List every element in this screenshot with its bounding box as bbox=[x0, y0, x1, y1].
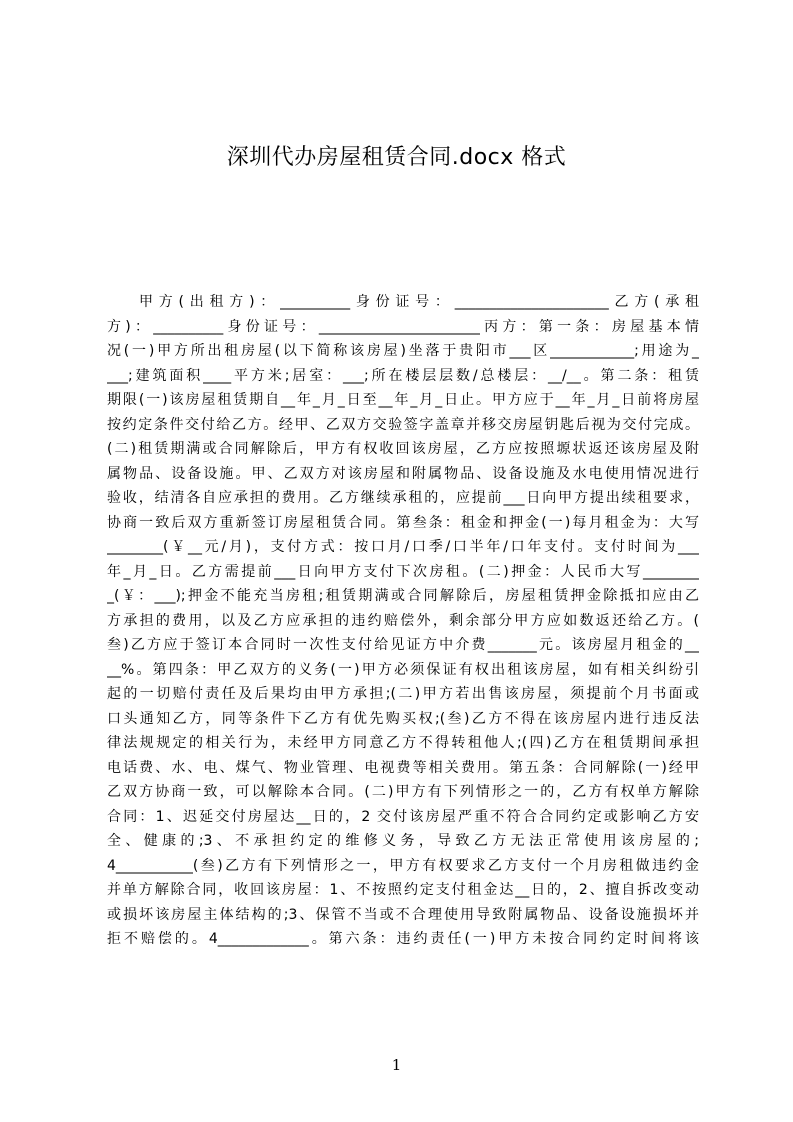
body-line: 口头通知乙方，同等条件下乙方有优先购买权;(叁)乙方不得在该房屋内进行违反法 bbox=[107, 710, 699, 727]
body-line: 方)：__________身份证号：_______________________丙方：第一条：房屋基本情 bbox=[107, 318, 699, 335]
body-line: 期限(一)该房屋租赁期自__年_月_日至__年_月_日止。甲方应于__年_月_日前将房屋 bbox=[107, 392, 699, 408]
body-line: 属物品、设备设施。甲、乙双方对该房屋和附属物品、设备设施及水电使用情况进行 bbox=[107, 465, 699, 482]
body-line: 电话费、水、电、煤气、物业管理、电视费等相关费用。第五条：合同解除(一)经甲 bbox=[107, 759, 699, 776]
page-number: 1 bbox=[391, 1056, 402, 1074]
body-line: 并单方解除合同，收回该房屋：1、不按照约定支付租金达__日的，2、擅自拆改变动 bbox=[107, 882, 699, 898]
body-line: 拒不赔偿的。4_____________。第六条：违约责任(一)甲方未按合同约定时间将该 bbox=[107, 931, 699, 947]
body-line: 或损坏该房屋主体结构的;3、保管不当或不合理使用导致附属物品、设备设施损坏并 bbox=[107, 906, 699, 923]
body-line: 合同：1、迟延交付房屋达__日的，2 交付该房屋严重不符合合同约定或影响乙方安 bbox=[107, 808, 699, 825]
body-line: 全、健康的;3、不承担约定的维修义务，导致乙方无法正常使用该房屋的; bbox=[107, 833, 699, 849]
body-line: (二)租赁期满或合同解除后，甲方有权收回该房屋，乙方应按照塬状返还该房屋及附 bbox=[107, 441, 699, 457]
document-title: 深圳代办房屋租赁合同.docx 格式 bbox=[226, 145, 567, 170]
body-line: 甲方(出租方)：__________身份证号：______________________乙方(承租 bbox=[139, 294, 699, 310]
body-line: 律法规规定的相关行为，未经甲方同意乙方不得转租他人;(四)乙方在租赁期间承担 bbox=[107, 735, 699, 751]
body-line: 况(一)甲方所出租房屋(以下简称该房屋)坐落于贵阳市___区____________;用途为_ bbox=[107, 343, 699, 359]
body-line: 叁)乙方应于签订本合同时一次性支付给见证方中介费_______元。该房屋月租金的__ bbox=[107, 637, 699, 653]
document-body bbox=[107, 290, 699, 952]
body-line: 协商一致后双方重新签订房屋租赁合同。第叁条：租金和押金(一)每月租金为：大写 bbox=[107, 514, 699, 531]
body-line: ________(￥__元/月)，支付方式：按口月/口季/口半年/口年支付。支付时间为___ bbox=[107, 539, 699, 555]
body-line: 4___________(叁)乙方有下列情形之一，甲方有权要求乙方支付一个月房租做违约金 bbox=[107, 857, 699, 874]
body-line: 年_月_日。乙方需提前___日向甲方支付下次房租。(二)押金：人民币大写________ bbox=[107, 563, 699, 580]
body-line: __%。第四条：甲乙双方的义务(一)甲方必须保证有权出租该房屋，如有相关纠纷引 bbox=[107, 661, 699, 678]
body-line: 按约定条件交付给乙方。经甲、乙双方交验签字盖章并移交房屋钥匙后视为交付完成。 bbox=[107, 416, 699, 433]
body-line: 乙双方协商一致，可以解除本合同。(二)甲方有下列情形之一的，乙方有权单方解除 bbox=[107, 784, 699, 800]
body-line: 起的一切赔付责任及后果均由甲方承担;(二)甲方若出售该房屋，须提前个月书面或 bbox=[107, 686, 699, 702]
body-line: 方承担的费用，以及乙方应承担的违约赔偿外，剩余部分甲方应如数返还给乙方。( bbox=[107, 612, 699, 629]
body-line: _(￥：___);押金不能充当房租;租赁期满或合同解除后，房屋租赁押金除抵扣应由乙 bbox=[107, 588, 699, 604]
body-line: 验收，结清各自应承担的费用。乙方继续承租的，应提前___日向甲方提出续租要求， bbox=[107, 490, 699, 506]
body-line: ___;建筑面积____平方米;居室：___;所在楼层层数/总楼层：__/__。第二条：租赁 bbox=[107, 367, 699, 384]
